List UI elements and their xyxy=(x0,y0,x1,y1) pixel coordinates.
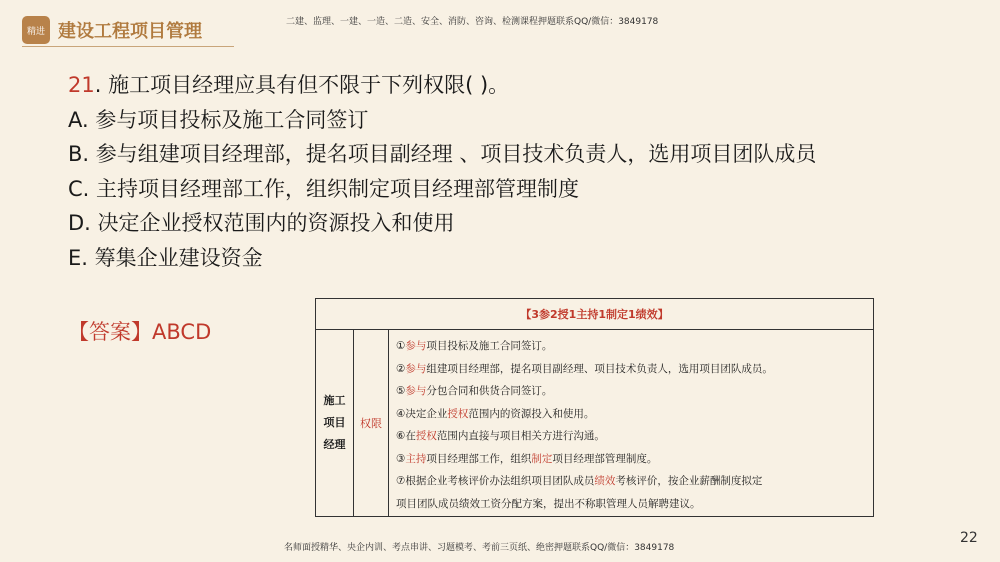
item-text: 范围内的资源投入和使用。 xyxy=(468,407,595,420)
answer-label: 【答案】ABCD xyxy=(68,320,212,344)
item-text: ⑥在 xyxy=(396,430,416,442)
highlight-keyword: 授权 xyxy=(415,430,437,442)
item-text: 项目经理部工作，组织 xyxy=(426,452,532,465)
table-item-line xyxy=(396,335,872,358)
item-text: 考核评价，按企业薪酬制度拟定 xyxy=(615,475,763,487)
table-item-line xyxy=(396,380,872,403)
question-number: 21 xyxy=(68,73,95,97)
highlight-keyword: 参与 xyxy=(405,340,427,352)
brand-logo: 精进 xyxy=(22,16,50,44)
table-header: 【3参2授1主持1制定1绩效】 xyxy=(316,299,873,330)
highlight-keyword: 参与 xyxy=(405,385,427,397)
item-text: ⑦根据企业考核评价办法组织项目团队成员 xyxy=(396,475,595,487)
highlight-keyword: 授权 xyxy=(447,407,469,420)
item-text: 分包合同和供货合同签订。 xyxy=(426,385,553,397)
option-b: B. 参与组建项目经理部，提名项目副经理 、项目技术负责人，选用项目团队成员 xyxy=(68,142,817,166)
item-text: 范围内直接与项目相关方进行沟通。 xyxy=(436,430,605,442)
brand-title: 建设工程项目管理 xyxy=(58,21,202,42)
subject-line: 施工 xyxy=(323,393,346,407)
highlight-keyword: 绩效 xyxy=(594,475,616,487)
item-text: ① xyxy=(396,340,406,352)
question-stem xyxy=(68,68,816,103)
item-text: 项目团队成员绩效工资分配方案，提出不称职管理人员解聘建议。 xyxy=(396,497,701,510)
option-a: A. 参与项目投标及施工合同签订 xyxy=(68,107,369,132)
highlight-keyword: 主持 xyxy=(405,452,427,465)
item-text: ⑤ xyxy=(396,385,406,397)
option-d: D. 决定企业授权范围内的资源投入和使用 xyxy=(68,211,455,235)
question-text: . 施工项目经理应具有但不限于下列权限( )。 xyxy=(94,73,510,97)
highlight-keyword: 参与 xyxy=(405,362,427,375)
bottom-promo-text: 名师面授精华、央企内训、考点串讲、习题模考、考前三页纸、绝密押题联系QQ/微信：3849178 xyxy=(284,543,675,553)
top-promo-text: 二建、监理、一建、一造、二造、安全、消防、咨询、检测课程押题联系QQ/微信：3849178 xyxy=(286,17,659,27)
table-item-line xyxy=(396,493,872,516)
item-text: ② xyxy=(396,362,406,375)
table-item-line xyxy=(396,425,872,448)
table-items xyxy=(396,335,872,515)
item-text: 项目经理部管理制度。 xyxy=(552,452,658,465)
table-subject-cell xyxy=(316,329,354,516)
table-item-line xyxy=(396,358,872,381)
table-item-line xyxy=(396,403,872,426)
item-text: 组建项目经理部，提名项目副经理、项目技术负责人，选用项目团队成员。 xyxy=(426,362,773,375)
subject-line: 经理 xyxy=(323,437,346,451)
item-text: ④决定企业 xyxy=(396,407,448,420)
table-item-line xyxy=(396,448,872,471)
table-category-cell: 权限 xyxy=(354,329,389,516)
summary-table xyxy=(315,298,874,517)
header-divider xyxy=(22,46,234,47)
highlight-keyword: 制定 xyxy=(531,452,553,465)
subject-line: 项目 xyxy=(323,415,346,429)
item-text: 项目投标及施工合同签订。 xyxy=(426,340,553,352)
option-e: E. 筹集企业建设资金 xyxy=(68,245,263,270)
page-number: 22 xyxy=(960,530,978,546)
item-text: ③ xyxy=(396,452,406,465)
option-c: C. 主持项目经理部工作，组织制定项目经理部管理制度 xyxy=(68,176,580,201)
table-item-line xyxy=(396,470,872,493)
question-block xyxy=(68,68,816,275)
